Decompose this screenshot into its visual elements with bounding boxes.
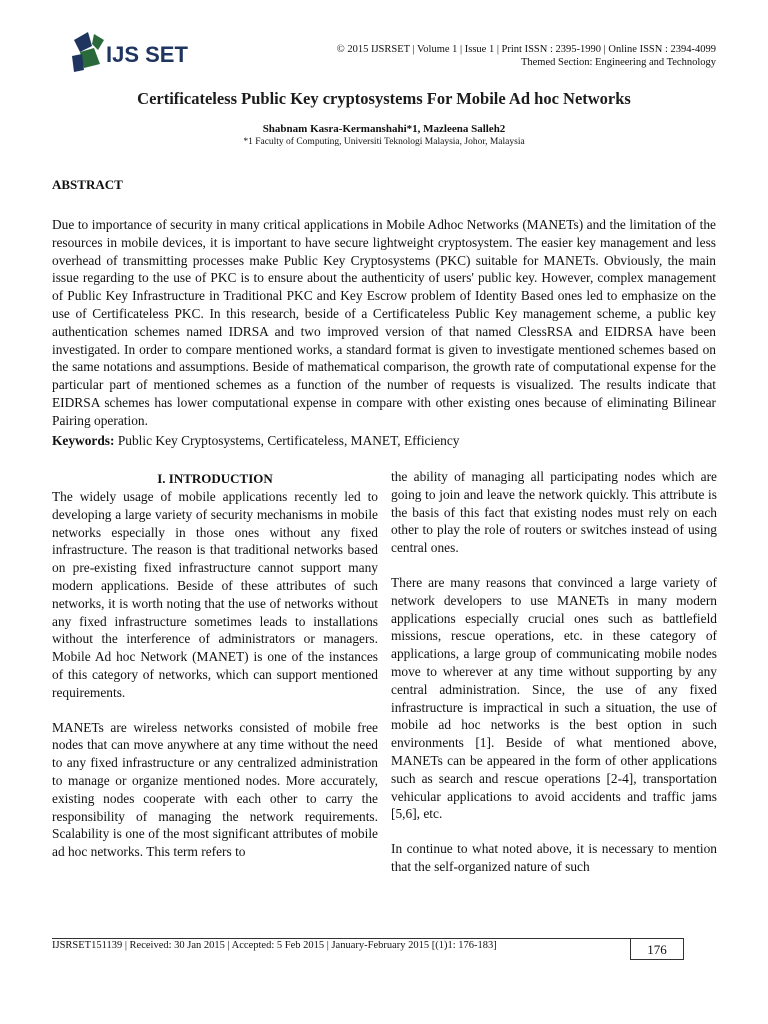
abstract-body: Due to importance of security in many critical applications in Mobile Adhoc Networks (MANETs) and the limitation of the resources in mobile devices, it is important to have secure lightweight cryptosystem. The easier key management and less overhead of transmitting processes make Public Key Cryptosystems (PKC) suitable for MANETs. Obviously, the main issue regarding to the use of PKC is to ensure about the authenticity of users' public key. However, complex management of Public Key Infrastructure in Traditional PKC and Key Escrow problem of Identity Based ones led to emphasize on the use of Certificateless PKC. In this research, beside of a Certificateless Public Key management scheme, a public key authentication schemes named IDRSA and two improved version of that named ClessRSA and EIDRSA have been investigated. In order to compare mentioned works, a standard format is given to investigate mentioned schemes based on the same notations and assumptions. Beside of mathematical comparison, the growth rate of computational expense for the particular part of mentioned schemes as a function of the number of requests is visualized. The results indicate that EIDRSA schemes has lower computational expense in compare with other existing ones because of eliminating Bilinear Pairing operation. [52,217,716,428]
page-number: 176 [630,938,684,960]
paragraph: There are many reasons that convinced a large variety of network developers to use MANETs in many modern applications especially crucial ones such as battlefield missions, rescue operations, etc. in these category of applications, a large group of communicating mobile nodes move to wherever at any time without supporting by any central administration. Since, the use of any fixed infrastructure is impractical in such a situation, the use of mobile ad hoc networks is the best option in such environments [1]. Beside of what mentioned above, MANETs can be appeared in the form of other applications such as search and rescue operations [2-4], transportation vehicular applications to avoid accidents and traffic jams [5,6], etc. [391,574,717,822]
section-heading-introduction: I. INTRODUCTION [157,471,273,486]
paper-title: Certificateless Public Key cryptosystems For Mobile Ad hoc Networks [137,89,631,108]
journal-logo-text: IJS SET [106,42,188,67]
paragraph: MANETs are wireless networks consisted of mobile free nodes that can move anywhere at any time without the need to any fixed infrastructure or any centralized administration to manage or organize mentioned nodes. More accurately, existing nodes cooperate with each other to carry the responsibility of managing the network requirements. Scalability is one of the most significant attributes of mobile ad hoc networks. This term refers to [52,719,378,860]
column-right [391,468,717,893]
paragraph: the ability of managing all participating nodes which are going to join and leave the network quickly. This attribute is the basis of this fact that existing nodes must rely on each other to play the role of routers or switches instead of using central ones. [391,469,717,556]
keywords [52,433,716,449]
header-section-line: Themed Section: Engineering and Technology [520,57,716,68]
paper-affiliation: *1 Faculty of Computing, Universiti Teknologi Malaysia, Johor, Malaysia [243,137,525,147]
abstract-heading: ABSTRACT [52,177,123,192]
paper-authors: Shabnam Kasra-Kermanshahi*1, Mazleena Salleh2 [262,123,506,135]
paragraph: In continue to what noted above, it is necessary to mention that the self-organized nature of such [391,841,717,874]
column-left [52,470,378,878]
footer-rule [52,938,630,939]
journal-logo-icon [70,30,110,76]
header-issn-line: © 2015 IJSRSET | Volume 1 | Issue 1 | Print ISSN : 2395-1990 | Online ISSN : 2394-4099 [336,44,716,55]
journal-logo [70,30,200,78]
keywords-label: Keywords: [52,433,115,448]
header-meta [337,43,716,69]
keywords-list: Public Key Cryptosystems, Certificateless, MANET, Efficiency [117,433,460,448]
footer-citation: IJSRSET151139 | Received: 30 Jan 2015 | Accepted: 5 Feb 2015 | January-February 2015 [(1)1: 176-183] [52,940,497,951]
paragraph: The widely usage of mobile applications recently led to developing a large variety of security mechanisms in mobile networks especially in those ones without any fixed infrastructure. The reason is that traditional networks based on pre-existing fixed infrastructure cannot support many modern applications. Beside of these attributes of such networks, it is worth noting that the use of networks without any fixed infrastructure sometimes leads to installations without the interference of administrators or managers. Mobile Ad hoc Network (MANET) is one of the instances of this category of networks, which can support mentioned requirements. [52,489,378,700]
